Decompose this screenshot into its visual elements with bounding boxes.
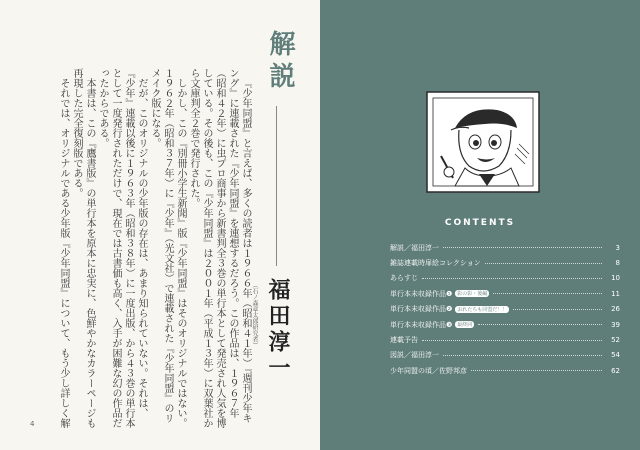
toc-item-page: 26 xyxy=(611,305,620,314)
contents-heading: CONTENTS xyxy=(444,218,516,228)
toc-item[interactable] xyxy=(390,363,620,378)
toc-item[interactable] xyxy=(390,255,620,270)
toc-item-page: 54 xyxy=(611,351,620,360)
toc-item[interactable] xyxy=(390,332,620,347)
manga-character-illustration xyxy=(407,88,557,198)
toc-item-page: 62 xyxy=(611,366,620,375)
toc-leader xyxy=(422,340,602,341)
toc-item-page: 8 xyxy=(615,259,620,268)
toc-item-title: 連載予告 xyxy=(390,336,418,345)
toc-leader xyxy=(513,309,602,310)
toc-item[interactable] xyxy=(390,302,620,317)
toc-item-subtitle: 影の影・後編 xyxy=(457,291,488,298)
toc-item-page: 52 xyxy=(611,336,620,345)
toc-leader xyxy=(471,370,602,371)
commentary-paragraph: 本書は、この『鷹書版』の単行本を原本に忠実に、色鮮やかなカラーページも再現した完全復刻版である。 xyxy=(71,68,95,428)
commentary-paragraph: だが、このオリジナルの少年版の存在は、あまり知られていない。それは、『少年』連載以後に１９６３年（昭和３８年）に一度出版、から４３巻の単行本として一度発行されただけで、現在では古書価も高く、入手が困難な幻の作品だったからである。 xyxy=(97,68,147,428)
toc-item-title: 単行本未収録作品❷ xyxy=(390,305,453,314)
commentary-paragraph: しかし、この『別冊小学生新聞』版『少年同盟』はそのオリジナルではない。１９６２年（昭和３７年）に『少年』（光文社）で連載された『少年同盟』のリメイク版になる。 xyxy=(149,68,186,428)
toc-item-title: あらすじ xyxy=(390,274,418,283)
page-title: 解説 xyxy=(265,30,295,94)
toc-item[interactable] xyxy=(390,317,620,332)
toc-item-page: 3 xyxy=(615,243,620,252)
commentary-paragraph: それでは、オリジナルである少年版『少年同盟』について、もう少し詳しく解 xyxy=(58,78,69,428)
toc-leader xyxy=(443,247,602,248)
toc-item-page: 11 xyxy=(611,289,620,298)
author-note: （石ノ森章太郎研究者） xyxy=(251,282,258,348)
toc-item-title: 雑誌連載時扉絵コレクション xyxy=(390,259,481,268)
toc-item-title: 解説／福田淳一 xyxy=(390,243,439,252)
right-page xyxy=(320,0,640,450)
toc-item[interactable] xyxy=(390,348,620,363)
toc-item-page: 10 xyxy=(611,274,620,283)
commentary-paragraph: 『少年同盟』と言えば、多くの読者は１９６６年（昭和４１年）『週刊少年キング』に連載された『少年同盟』を連想するだろう。この作品は、１９６７年（昭和４２年）に虫プロ商事から新書判全３巻の単行本として発売され人気を博している。その後も、この『少年同盟』は２００１年（平成１３年）に双葉社から文庫判全２巻で発行された。 xyxy=(188,68,251,428)
toc-item-title: 図説／福田淳一 xyxy=(390,351,439,360)
toc-leader xyxy=(485,263,602,264)
toc-leader xyxy=(443,355,602,356)
toc-item[interactable] xyxy=(390,240,620,255)
commentary-body xyxy=(58,68,252,428)
toc-leader xyxy=(478,324,602,325)
toc-item-title: 単行本未収録作品❶ xyxy=(390,289,453,298)
toc-item[interactable] xyxy=(390,271,620,286)
toc-item-subtitle: おれたちも同盟だ！！ xyxy=(457,306,508,313)
toc-item-title: 少年同盟の頃／佐野邦彦 xyxy=(390,366,467,375)
toc-leader xyxy=(493,293,602,294)
toc-item-subtitle: 最終回 xyxy=(457,322,473,329)
title-divider xyxy=(276,106,277,266)
toc-leader xyxy=(422,278,602,279)
table-of-contents xyxy=(390,240,620,379)
toc-item-title: 単行本未収録作品❸ xyxy=(390,320,453,329)
toc-item-page: 39 xyxy=(611,320,620,329)
toc-item[interactable] xyxy=(390,286,620,301)
author-name: 福田淳一 xyxy=(265,278,290,382)
page-number: 4 xyxy=(30,420,35,428)
